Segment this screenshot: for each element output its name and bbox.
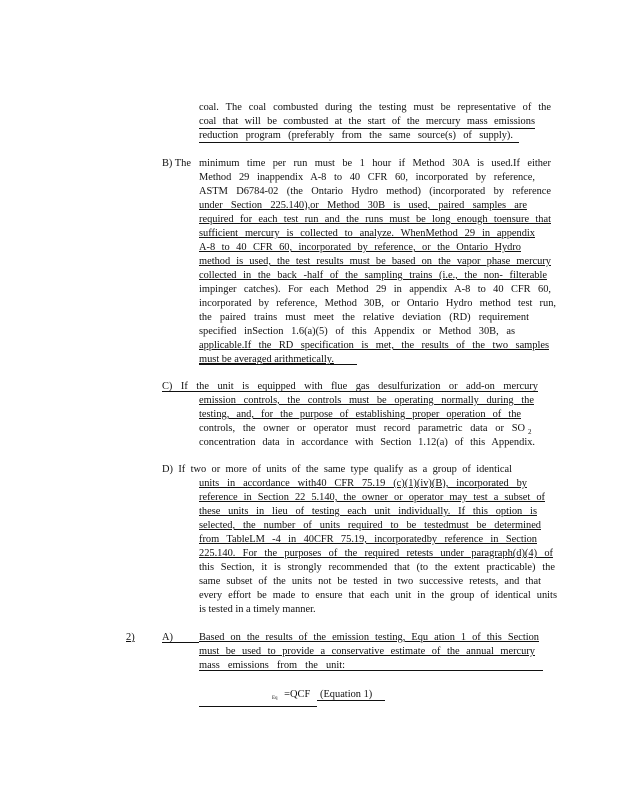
section-2-number: 2) bbox=[126, 632, 135, 643]
item-d-label-line: D) If two or more of units of the same type qualify as a group of identical bbox=[162, 464, 512, 475]
section-2-line: must be used to provide a conservative estimate of the annual mercury bbox=[199, 646, 535, 657]
item-b-line-last: must be averaged arithmetically. bbox=[199, 354, 334, 365]
item-d-line: from TableLM -4 in 40CFR 75.19, incorporatedby reference in Section bbox=[199, 534, 537, 545]
item-b-label: B) The bbox=[162, 158, 191, 169]
item-a-line-1: coal. The coal combusted during the testing must be representative of the bbox=[199, 102, 551, 113]
section-2-line: mass emissions from the unit: bbox=[199, 660, 345, 671]
underline-rule bbox=[199, 364, 357, 365]
underline-rule bbox=[162, 642, 199, 643]
item-b-line: applicable.If the RD specification is met, the results of the two samples bbox=[199, 340, 549, 351]
item-d-line: this Section, it is strongly recommended that (to the extent practicable) the bbox=[199, 562, 555, 573]
item-a-line-3: reduction program (preferably from the same source(s) of supply). bbox=[199, 130, 513, 141]
equation-expression: =QCF bbox=[284, 689, 311, 700]
item-d-line: these units in lieu of testing each unit individually. If this option is bbox=[199, 506, 537, 517]
underline-rule bbox=[199, 670, 543, 671]
item-b-line: A-8 to 40 CFR 60, incorporated by reference, or the Ontario Hydro bbox=[199, 242, 521, 253]
item-b-line: under Section 225.140),or Method 30B is used, paired samples are bbox=[199, 200, 527, 211]
item-b-line: sufficient mercury is collected to analyze. WhenMethod 29 in appendix bbox=[199, 228, 535, 239]
item-b-line: method is used, the test results must be based on the vapor phase mercury bbox=[199, 256, 551, 267]
so2-subscript: 2 bbox=[528, 428, 532, 436]
underline-rule bbox=[199, 142, 519, 143]
item-d-line-last: is tested in a timely manner. bbox=[199, 604, 316, 615]
item-d-line: 225.140. For the purposes of the required retests under paragraph(d)(4) of bbox=[199, 548, 553, 559]
item-c-line: concentration data in accordance with Section 1.12(a) of this Appendix. bbox=[199, 437, 535, 448]
item-b-line-first: minimum time per run must be 1 hour if Method 30A is used.If either bbox=[199, 158, 551, 169]
equation-small-label: Eq bbox=[272, 696, 278, 701]
item-b-line: required for each test run and the runs must be long enough toensure that bbox=[199, 214, 551, 225]
item-a-line-2: coal that will be combusted at the start of the mercury mass emissions bbox=[199, 116, 535, 127]
item-b-line: impinger catches). For each Method 29 in appendix A-8 to 40 CFR 60, bbox=[199, 284, 551, 295]
equation-label: (Equation 1) bbox=[320, 689, 373, 700]
item-b-line: the paired trains must meet the relative deviation (RD) requirement bbox=[199, 312, 529, 323]
item-d-line: same subset of the units not be tested in two successive retests, and that bbox=[199, 576, 541, 587]
item-b-line: incorporated by reference, Method 30B, or Ontario Hydro method test run, bbox=[199, 298, 556, 309]
item-d-line: units in accordance with40 CFR 75.19 (c)(1)(iv)(B), incorporated by bbox=[199, 478, 527, 489]
item-c-line: controls, the owner or operator must record parametric data or SO bbox=[199, 423, 525, 434]
item-b-line: collected in the back -half of the sampling trains (i.e., the non- filterable bbox=[199, 270, 547, 281]
item-c-label-line: C) If the unit is equipped with flue gas desulfurization or add-on mercury bbox=[162, 381, 538, 392]
underline-rule bbox=[162, 391, 538, 392]
section-2-line: Based on the results of the emission testing, Equ ation 1 of this Section bbox=[199, 632, 539, 643]
item-d-line: reference in Section 22 5.140, the owner or operator may test a subset of bbox=[199, 492, 545, 503]
item-d-line: every effort be made to ensure that each unit in the group of identical units bbox=[199, 590, 557, 601]
underline-rule bbox=[199, 128, 535, 129]
item-c-line: testing, and, for the purpose of establishing proper operation of the bbox=[199, 409, 521, 420]
item-b-line: specified inSection 1.6(a)(5) of this Appendix or Method 30B, as bbox=[199, 326, 515, 337]
item-b-line: ASTM D6784-02 (the Ontario Hydro method) (incorporated by reference bbox=[199, 186, 551, 197]
equation-underline bbox=[317, 700, 385, 701]
equation-underline bbox=[199, 706, 317, 707]
equation-formula bbox=[272, 688, 310, 705]
item-c-line: emission controls, the controls must be operating normally during the bbox=[199, 395, 534, 406]
section-2-sub-label: A) bbox=[162, 632, 173, 643]
item-b-line: Method 29 inappendix A-8 to 40 CFR 60, incorporated by reference, bbox=[199, 172, 535, 183]
item-d-line: selected, the number of units required to be testedmust be determined bbox=[199, 520, 541, 531]
